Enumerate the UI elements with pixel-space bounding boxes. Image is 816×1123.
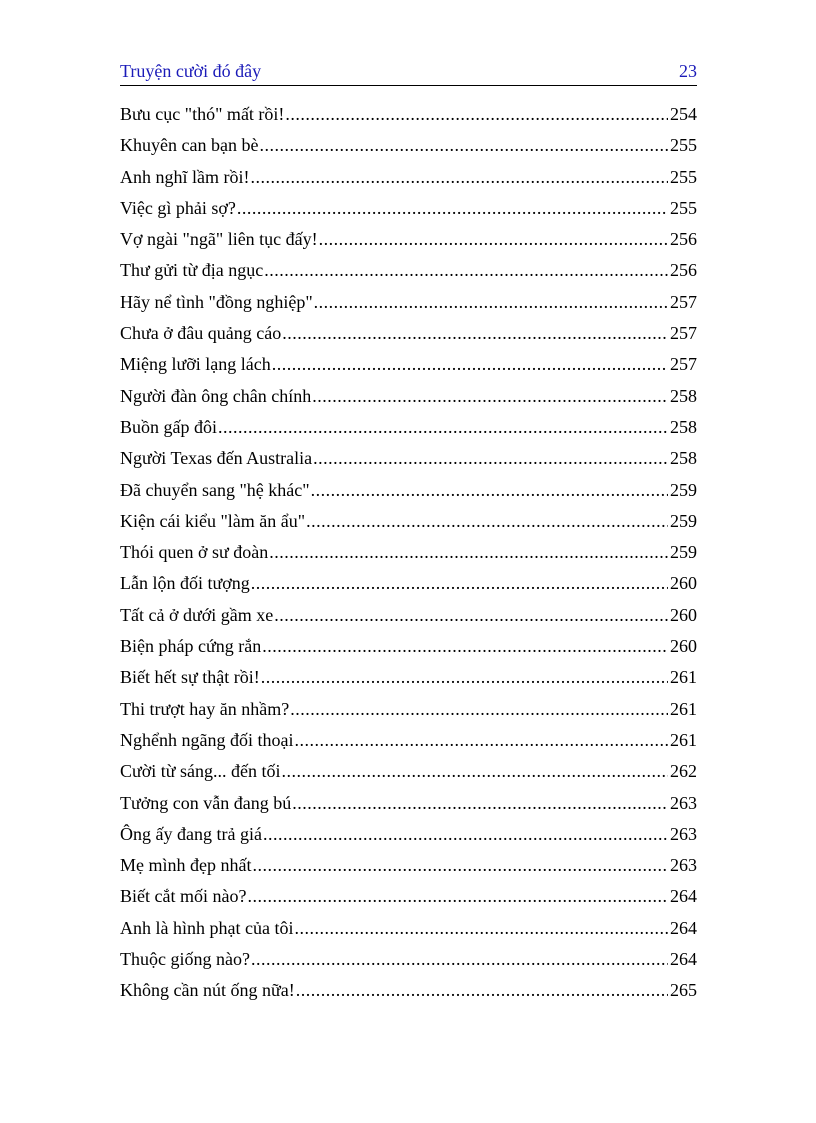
dot-leader bbox=[282, 320, 668, 346]
dot-leader bbox=[237, 195, 668, 221]
dot-leader bbox=[306, 508, 668, 534]
toc-entry-title: Thói quen ở sư đoàn bbox=[120, 542, 269, 563]
toc-entry-title: Kiện cái kiểu "làm ăn ẩu" bbox=[120, 510, 306, 531]
toc-entry-title: Miệng lưỡi lạng lách bbox=[120, 354, 271, 375]
dot-leader bbox=[262, 633, 668, 659]
toc-entry-title: Người Texas đến Australia bbox=[120, 448, 313, 469]
dot-leader bbox=[251, 570, 668, 596]
toc-entry bbox=[120, 821, 697, 852]
toc-entry-page: 259 bbox=[670, 479, 697, 500]
toc-entry-page: 261 bbox=[670, 729, 697, 750]
toc-entry bbox=[120, 289, 697, 320]
toc-entry-page: 263 bbox=[670, 792, 697, 813]
dot-leader bbox=[252, 852, 668, 878]
toc-entry-page: 255 bbox=[670, 135, 697, 156]
dot-leader bbox=[312, 383, 668, 409]
dot-leader bbox=[247, 883, 668, 909]
toc-entry-title: Nghểnh ngãng đối thoại bbox=[120, 729, 294, 750]
toc-entry bbox=[120, 257, 697, 288]
toc-entry bbox=[120, 602, 697, 633]
dot-leader bbox=[282, 758, 668, 784]
toc-entry-title: Lẫn lộn đối tượng bbox=[120, 573, 250, 594]
dot-leader bbox=[272, 351, 668, 377]
toc-entry bbox=[120, 101, 697, 132]
toc-entry-page: 264 bbox=[670, 886, 697, 907]
toc-entry-page: 255 bbox=[670, 197, 697, 218]
toc-entry-title: Tất cả ở dưới gầm xe bbox=[120, 604, 274, 625]
toc-entry-page: 261 bbox=[670, 667, 697, 688]
toc-entry bbox=[120, 539, 697, 570]
dot-leader bbox=[313, 445, 668, 471]
dot-leader bbox=[314, 289, 668, 315]
dot-leader bbox=[294, 727, 668, 753]
toc-entry bbox=[120, 414, 697, 445]
dot-leader bbox=[294, 915, 668, 941]
toc-entry bbox=[120, 664, 697, 695]
toc-entry-page: 257 bbox=[670, 323, 697, 344]
toc-entry-page: 261 bbox=[670, 698, 697, 719]
toc-entry bbox=[120, 758, 697, 789]
toc-entry-page: 265 bbox=[670, 980, 697, 1001]
toc-entry-title: Anh là hình phạt của tôi bbox=[120, 917, 294, 938]
toc-entry bbox=[120, 883, 697, 914]
toc-entry-page: 263 bbox=[670, 855, 697, 876]
toc-entry-title: Thi trượt hay ăn nhầm? bbox=[120, 698, 290, 719]
toc-entry-title: Biện pháp cứng rắn bbox=[120, 636, 262, 657]
toc-entry-page: 258 bbox=[670, 416, 697, 437]
dot-leader bbox=[250, 164, 668, 190]
toc-entry bbox=[120, 320, 697, 351]
toc-entry bbox=[120, 508, 697, 539]
toc-entry-title: Khuyên can bạn bè bbox=[120, 135, 259, 156]
toc-entry-title: Người đàn ông chân chính bbox=[120, 385, 312, 406]
toc-entry-title: Bưu cục "thó" mất rồi! bbox=[120, 104, 285, 124]
toc-entry-title: Tưởng con vẫn đang bú bbox=[120, 792, 292, 813]
toc-entry-page: 258 bbox=[670, 448, 697, 469]
toc-entry-page: 254 bbox=[670, 104, 697, 124]
toc-entry-page: 259 bbox=[670, 542, 697, 563]
toc-entry-page: 262 bbox=[670, 761, 697, 782]
dot-leader bbox=[290, 696, 668, 722]
toc-entry-title: Hãy nể tình "đồng nghiệp" bbox=[120, 291, 313, 312]
toc-entry bbox=[120, 477, 697, 508]
toc-entry-title: Việc gì phải sợ? bbox=[120, 197, 236, 218]
toc-entry-page: 260 bbox=[670, 636, 697, 657]
toc-entry-page: 263 bbox=[670, 823, 697, 844]
page-header bbox=[120, 58, 697, 86]
toc-entry bbox=[120, 946, 697, 977]
toc-entry-page: 259 bbox=[670, 510, 697, 531]
toc-entry bbox=[120, 445, 697, 476]
toc-entry bbox=[120, 132, 697, 163]
toc-entry-title: Thuộc giống nào? bbox=[120, 949, 250, 970]
toc-entry-title: Mẹ mình đẹp nhất bbox=[120, 855, 252, 876]
toc-entry bbox=[120, 790, 697, 821]
toc-entry-title: Biết cắt mối nào? bbox=[120, 886, 247, 907]
dot-leader bbox=[285, 101, 668, 127]
table-of-contents bbox=[120, 101, 697, 1009]
dot-leader bbox=[261, 664, 668, 690]
dot-leader bbox=[311, 477, 668, 503]
page-number: 23 bbox=[679, 61, 697, 81]
toc-entry bbox=[120, 226, 697, 257]
toc-entry bbox=[120, 633, 697, 664]
running-title: Truyện cười đó đây bbox=[120, 61, 262, 81]
toc-entry bbox=[120, 696, 697, 727]
dot-leader bbox=[292, 790, 668, 816]
toc-entry-title: Không cần nút ống nữa! bbox=[120, 980, 295, 1001]
toc-entry bbox=[120, 727, 697, 758]
toc-entry bbox=[120, 915, 697, 946]
toc-entry-title: Anh nghĩ lầm rồi! bbox=[120, 166, 250, 187]
toc-entry-title: Biết hết sự thật rồi! bbox=[120, 667, 260, 688]
toc-entry-page: 258 bbox=[670, 385, 697, 406]
toc-entry-title: Ông ấy đang trả giá bbox=[120, 823, 262, 844]
dot-leader bbox=[296, 977, 668, 1003]
toc-entry bbox=[120, 351, 697, 382]
toc-entry bbox=[120, 977, 697, 1008]
toc-entry-title: Thư gửi từ địa ngục bbox=[120, 260, 264, 281]
toc-entry-page: 255 bbox=[670, 166, 697, 187]
toc-entry-title: Vợ ngài "ngã" liên tục đấy! bbox=[120, 229, 318, 250]
toc-entry-title: Chưa ở đâu quảng cáo bbox=[120, 323, 282, 344]
toc-entry-page: 260 bbox=[670, 573, 697, 594]
dot-leader bbox=[319, 226, 668, 252]
toc-entry-page: 264 bbox=[670, 917, 697, 938]
toc-entry-page: 260 bbox=[670, 604, 697, 625]
dot-leader bbox=[263, 821, 668, 847]
toc-entry-page: 256 bbox=[670, 229, 697, 250]
toc-entry-page: 257 bbox=[670, 354, 697, 375]
dot-leader bbox=[264, 257, 668, 283]
toc-entry-title: Đã chuyển sang "hệ khác" bbox=[120, 479, 310, 500]
dot-leader bbox=[251, 946, 668, 972]
dot-leader bbox=[259, 132, 668, 158]
toc-entry bbox=[120, 852, 697, 883]
toc-entry-page: 257 bbox=[670, 291, 697, 312]
toc-entry-page: 264 bbox=[670, 949, 697, 970]
toc-entry-title: Buồn gấp đôi bbox=[120, 416, 217, 437]
dot-leader bbox=[269, 539, 668, 565]
toc-entry bbox=[120, 195, 697, 226]
toc-entry-title: Cười từ sáng... đến tối bbox=[120, 761, 281, 782]
toc-entry bbox=[120, 570, 697, 601]
toc-entry bbox=[120, 383, 697, 414]
dot-leader bbox=[274, 602, 668, 628]
toc-entry-page: 256 bbox=[670, 260, 697, 281]
dot-leader bbox=[218, 414, 668, 440]
toc-entry bbox=[120, 164, 697, 195]
